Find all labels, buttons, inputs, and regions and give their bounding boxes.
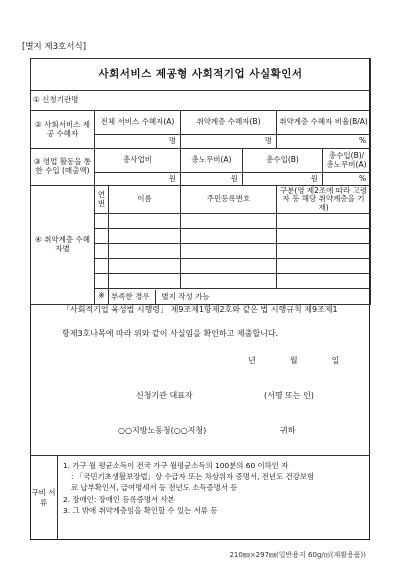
vulnerable-beneficiaries-field[interactable]: 명 (181, 135, 277, 149)
total-project-cost-field[interactable]: 원 (95, 173, 181, 186)
resident-number-cell[interactable] (181, 274, 277, 289)
document-item-3: 3. 그 밖에 취약계층임을 확인할 수 있는 서류 등 (63, 505, 218, 515)
applicant-name-label: 신청기관명 (42, 95, 79, 105)
month-label: 월 (289, 356, 299, 365)
revenue-section-label: ③ 영업 활동을 통한 수입 (매출액) (31, 149, 95, 186)
day-label: 일 (331, 356, 341, 365)
document-item-1-detail-cont: 료 납부확인서, 급여명세서 등 전년도 소득증명서 등 (71, 483, 238, 493)
applicant-name-row (31, 91, 371, 111)
name-cell[interactable] (109, 274, 181, 289)
total-project-cost-header: 총사업비 (95, 149, 181, 173)
paper-spec-footer: 210㎜×297㎜(일반용지 60g/㎡(재활용품)) (229, 551, 366, 559)
required-documents-label: 구비 서류 (30, 456, 58, 540)
name-cell[interactable] (109, 259, 181, 274)
date-line (248, 355, 340, 366)
vulnerable-type-cell[interactable] (277, 229, 371, 244)
name-cell[interactable] (109, 229, 181, 244)
statement-paragraph (62, 298, 366, 346)
document-item-1-detail: : 「국민기초생활보장법」상 수급자 또는 차상위자 증명서, 전년도 건강보험 (71, 472, 315, 482)
required-documents-box (30, 455, 370, 540)
vulnerable-beneficiaries-header: 취약계층 수혜자(B) (181, 111, 277, 135)
confirmation-form-table (30, 58, 371, 305)
representative-label: 신청기관 대표자 (136, 391, 193, 400)
revenue-labor-ratio-field[interactable]: % (323, 173, 371, 186)
beneficiaries-section-label: ② 사회서비스 제공 수혜자 (31, 111, 95, 149)
note-text-extra: 별지 작성 가능 (161, 291, 210, 301)
section-number: ① (33, 95, 40, 105)
serial-number-header: 연번 (95, 186, 109, 214)
resident-number-cell[interactable] (181, 214, 277, 229)
vulnerable-type-cell[interactable] (277, 259, 371, 274)
form-number-label: [별지 제3호서식] (22, 42, 87, 52)
total-beneficiaries-header: 전체 서비스 수혜자(A) (95, 111, 181, 135)
vulnerable-ratio-field[interactable]: % (277, 135, 371, 149)
vulnerable-type-cell[interactable] (277, 214, 371, 229)
serial-number-cell[interactable] (95, 214, 109, 229)
vulnerable-type-header: 구분(영 제2조에 따라 고령자 등 해당 취약계층을 기재) (277, 186, 371, 214)
vulnerable-ratio-header: 취약계층 수혜자 비율(B/A) (277, 111, 371, 135)
resident-number-cell[interactable] (181, 229, 277, 244)
signature-field[interactable]: (서명 또는 인) (264, 391, 314, 400)
name-cell[interactable] (109, 214, 181, 229)
required-documents-list (63, 460, 368, 516)
year-label: 년 (248, 356, 257, 365)
recipient-honorific: 귀하 (280, 426, 296, 435)
serial-number-cell[interactable] (95, 229, 109, 244)
total-revenue-header: 총수입(B) (243, 149, 323, 173)
vulnerable-type-cell[interactable] (277, 274, 371, 289)
note-text: 부족한 경우 (111, 291, 150, 301)
statement-line-2: 항제3호나목에 따라 위와 같이 사실임을 확인하고 제출합니다. (62, 329, 279, 338)
vulnerable-type-cell[interactable] (277, 244, 371, 259)
revenue-labor-ratio-header: 총수입(B)/ 총노무비(A) (323, 149, 371, 173)
document-item-1: 1. 가구 월 평균소득이 전국 가구 월평균소득의 100분의 60 이하인 자 (63, 461, 289, 470)
resident-number-cell[interactable] (181, 259, 277, 274)
total-beneficiaries-field[interactable]: 명 (95, 135, 181, 149)
document-item-2: 2. 장애인: 장애인 등록증명서 사본 (63, 494, 175, 504)
vulnerable-list-section-label: ④ 취약계층 수혜자별 (31, 186, 95, 305)
name-header: 이름 (109, 186, 181, 214)
name-cell[interactable] (109, 244, 181, 259)
resident-number-header: 주민등록번호 (181, 186, 277, 214)
form-title: 사회서비스 제공형 사회적기업 사실확인서 (31, 59, 371, 91)
total-labor-cost-field[interactable]: 원 (181, 173, 243, 186)
note-mark: ※ (95, 289, 109, 305)
serial-number-cell[interactable] (95, 274, 109, 289)
resident-number-cell[interactable] (181, 244, 277, 259)
total-revenue-field[interactable]: 원 (243, 173, 323, 186)
statement-line-1: 「사회적기업 육성법 시행령」 제9조제1항제2호와 같은 법 시행규칙 제9조제1 (62, 305, 338, 314)
total-labor-cost-header: 총노무비(A) (181, 149, 243, 173)
serial-number-cell[interactable] (95, 259, 109, 274)
serial-number-cell[interactable] (95, 244, 109, 259)
recipient-office: ○○지방노동청(○○지청) (118, 426, 207, 435)
